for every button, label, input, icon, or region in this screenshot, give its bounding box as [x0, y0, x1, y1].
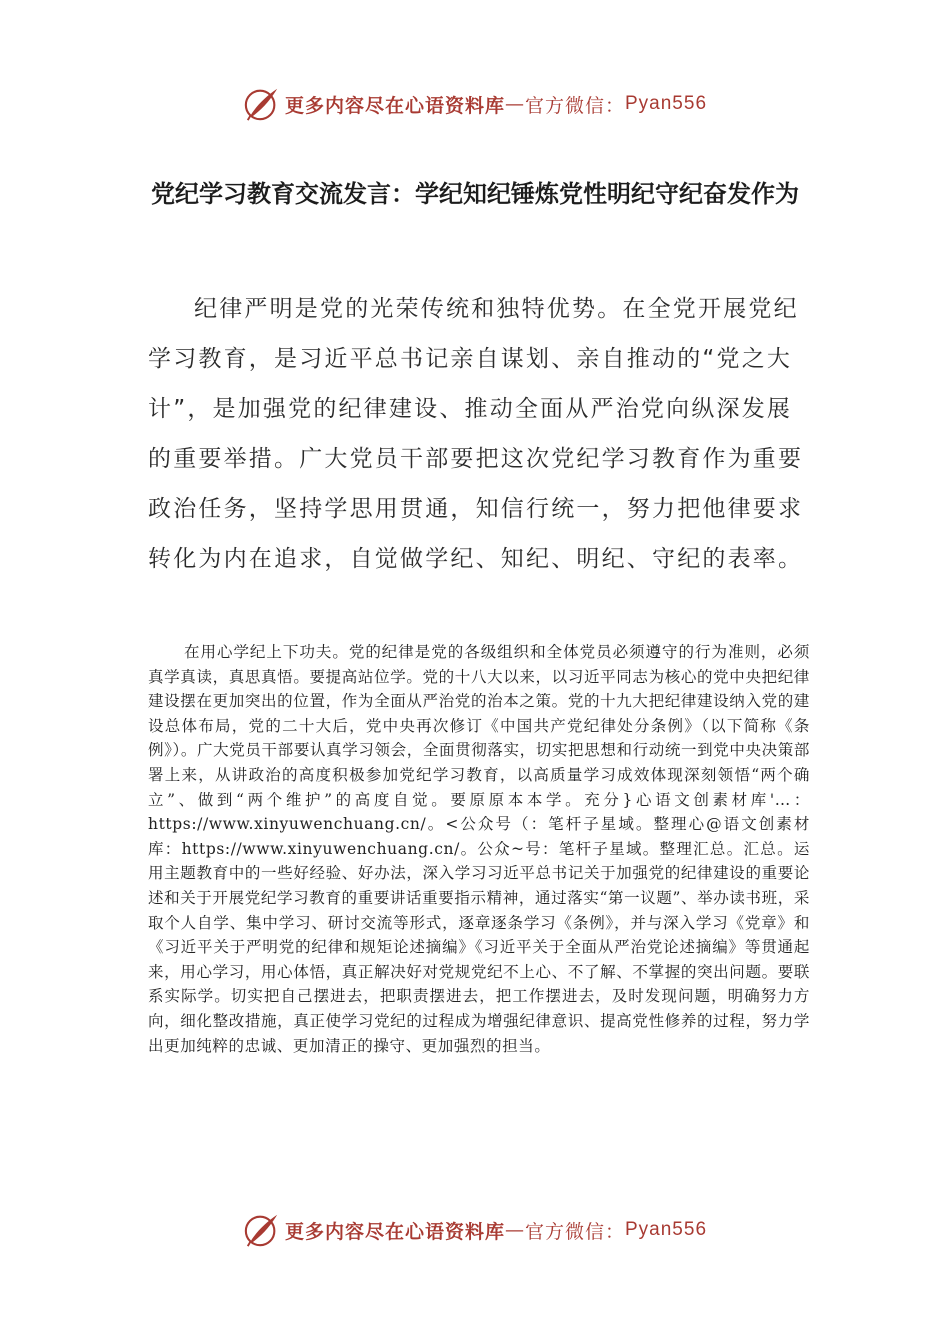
banner-separator: — [504, 1219, 525, 1241]
banner-wechat-id: Pyan556 [625, 1219, 708, 1240]
lead-paragraph: 纪律严明是党的光荣传统和独特优势。在全党开展党纪学习教育，是习近平总书记亲自谋划、亲自推动的“党之大计”，是加强党的纪律建设、推动全面从严治党向纵深发展的重要举措。广大党员干部要把这次党纪学习教育作为重要政治任务，坚持学思用贯通，知信行统一，努力把他律要求转化为内在追求，自觉做学纪、知纪、明纪、守纪的表率。 [148, 296, 804, 572]
banner-wechat-label: 官方微信： [524, 94, 625, 117]
quill-logo-icon [243, 85, 281, 123]
banner-brand-text: 更多内容尽在心语资料库 [284, 94, 505, 117]
banner-separator: — [504, 93, 525, 115]
header-banner [0, 84, 950, 124]
banner-wechat-id: Pyan556 [625, 93, 708, 114]
banner-wechat-label: 官方微信： [524, 1220, 625, 1243]
banner-brand-text: 更多内容尽在心语资料库 [284, 1220, 505, 1243]
quill-logo-icon [243, 1211, 281, 1249]
footer-banner [0, 1210, 950, 1250]
body-paragraph: 在用心学纪上下功夫。党的纪律是党的各级组织和全体党员必须遵守的行为准则，必须真学真读，真思真悟。要提高站位学。党的十八大以来，以习近平同志为核心的党中央把纪律建设摆在更加突出的位置，作为全面从严治党的治本之策。党的十九大把纪律建设纳入党的建设总体布局，党的二十大后，党中央再次修订《中国共产党纪律处分条例》（以下简称《条例》）。广大党员干部要认真学习领会，全面贯彻落实，切实把思想和行动统一到党中央决策部署上来，从讲政治的高度积极参加党纪学习教育，以高质量学习成效体现深刻领悟“两个确立”、做到“两个维护”的高度自觉。要原原本本学。充分}心语文创素材库'…：https://www.xinyuwenchuang.cn/。<公众号（：笔杆子星域。整理心@语文创素材库：https://www.xinyuwenchuang.cn/。公众~号：笔杆子星域。整理汇总。汇总。运用主题教育中的一些好经验、好办法，深入学习习近平总书记关于加强党的纪律建设的重要论述和关于开展党纪学习教育的重要讲话重要指示精神，通过落实“第一议题”、举办读书班，采取个人自学、集中学习、研讨交流等形式，逐章逐条学习《条例》，并与深入学习《党章》和《习近平关于严明党的纪律和规矩论述摘编》《习近平关于全面从严治党论述摘编》等贯通起来，用心学习，用心体悟，真正解决好对党规党纪不上心、不了解、不掌握的突出问题。要联系实际学。切实把自己摆进去，把职责摆进去，把工作摆进去，及时发现问题，明确努力方向，细化整改措施，真正使学习党纪的过程成为增强纪律意识、提高党性修养的过程，努力学出更加纯粹的忠诚、更加清正的操守、更加强烈的担当。 [148, 643, 810, 1055]
document-title: 党纪学习教育交流发言：学纪知纪锤炼党性明纪守纪奋发作为 [151, 180, 799, 208]
